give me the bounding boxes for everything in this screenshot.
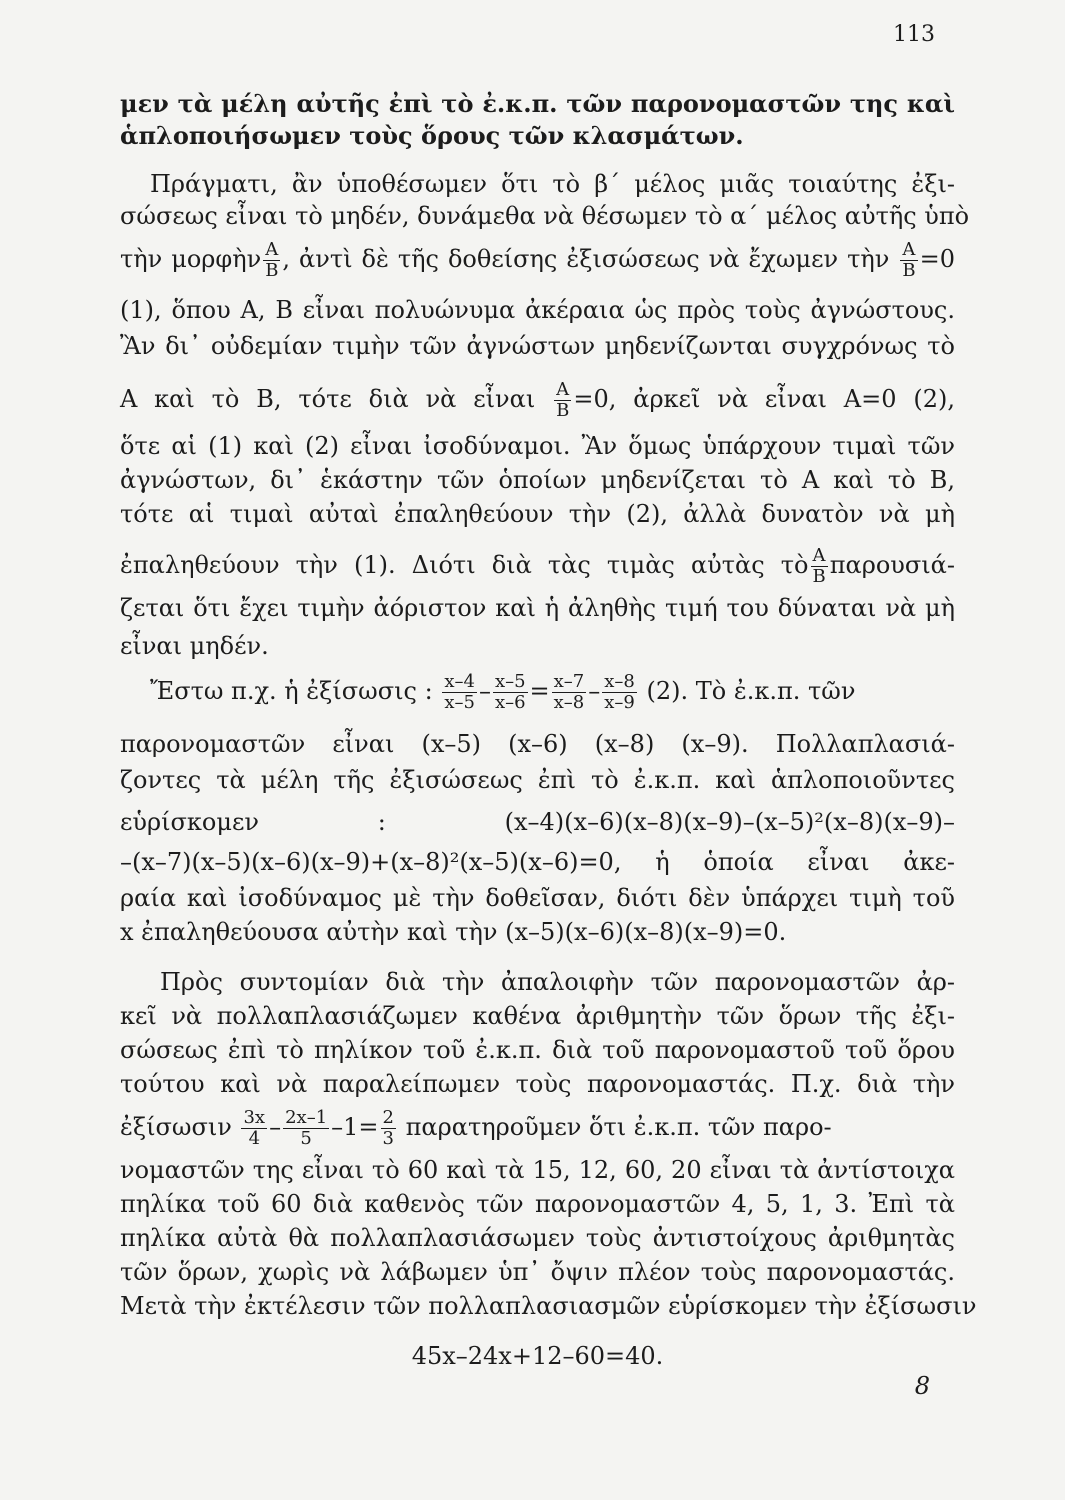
equation-line: [150, 672, 955, 713]
text-segment: =0: [919, 245, 955, 273]
text-line: [120, 240, 955, 281]
numerator: x–7: [553, 671, 585, 692]
text-segment: (x–4)(x–6)(x–8)(x–9)–(x–5)²(x–8)(x–9)–: [504, 808, 955, 836]
numerator: A: [811, 546, 828, 567]
text-line: πηλίκα αὐτὰ θὰ πολλαπλασιάσωμεν τοὺς ἀντιστοίχους ἀριθμητὰς: [120, 1224, 955, 1252]
text-segment: ἐπαληθεύουν τὴν (1). Διότι διὰ τὰς τιμὰς αὐτὰς τὸ: [120, 551, 809, 579]
final-equation: 45x–24x+12–60=40.: [411, 1342, 664, 1370]
text-segment: παρατηροῦμεν ὅτι ἐ.κ.π. τῶν παρο-: [405, 1113, 832, 1141]
text-line: ἁπλοποιήσωμεν τοὺς ὅρους τῶν κλασμάτων.: [120, 121, 744, 150]
numerator: 2x–1: [285, 1107, 328, 1128]
text-line: τῶν ὅρων, χωρὶς νὰ λάβωμεν ὑπ᾽ ὄψιν πλέον τοὺς παρονομαστάς.: [120, 1258, 955, 1286]
fraction: [381, 1108, 396, 1149]
text-segment: , ἀντὶ δὲ τῆς δοθείσης ἐξισώσεως νὰ ἔχωμεν τὴν: [282, 245, 890, 273]
denominator: B: [812, 566, 826, 587]
text-line: –(x–7)(x–5)(x–6)(x–9)+(x–8)²(x–5)(x–6)=0, ἡ ὁποία εἶναι ἀκε-: [120, 848, 955, 876]
numerator: x–8: [604, 671, 635, 692]
text-segment: παρουσιά-: [829, 551, 955, 579]
text-line: Ἂν δι᾽ οὐδεμίαν τιμὴν τῶν ἀγνώστων μηδενίζωνται συγχρόνως τὸ: [120, 332, 955, 360]
denominator: 4: [248, 1128, 261, 1149]
signature-mark: 8: [914, 1372, 930, 1400]
text-line: [120, 546, 955, 587]
denominator: x–9: [604, 692, 635, 713]
text-line: ἀγνώστων, δι᾽ ἑκάστην τῶν ὁποίων μηδενίζεται τὸ Α καὶ τὸ Β,: [120, 466, 955, 494]
denominator: B: [265, 260, 279, 281]
operator: =: [529, 677, 550, 705]
denominator: B: [556, 400, 570, 421]
operator: –: [269, 1113, 282, 1141]
text-line: εἶναι μηδέν.: [120, 632, 269, 660]
operator: –: [478, 677, 491, 705]
fraction: [493, 672, 528, 713]
text-segment: ἐξίσωσιν: [120, 1113, 232, 1141]
fraction: [602, 672, 637, 713]
text-line: x ἐπαληθεύουσα αὐτὴν καὶ τὴν (x–5)(x–6)(x–8)(x–9)=0.: [120, 918, 787, 946]
numerator: A: [900, 240, 917, 261]
text-line: [120, 806, 955, 838]
fraction-a-over-b: [263, 240, 280, 281]
text-segment: εὑρίσκομεν :: [120, 808, 386, 836]
text-line: ζεται ὅτι ἔχει τιμὴν ἀόριστον καὶ ἡ ἀληθὴς τιμή του δύναται νὰ μὴ: [120, 594, 955, 622]
text-line: σώσεως εἶναι τὸ μηδέν, δυνάμεθα νὰ θέσωμεν τὸ α΄ μέλος αὐτῆς ὑπὸ: [120, 202, 970, 230]
text-segment: Α καὶ τὸ Β, τότε διὰ νὰ εἶναι: [120, 385, 536, 413]
fraction: [241, 1108, 267, 1149]
text-line: ραία καὶ ἰσοδύναμος μὲ τὴν δοθεῖσαν, διότι δὲν ὑπάρχει τιμὴ τοῦ: [120, 884, 955, 912]
numerator: A: [263, 240, 280, 261]
text-segment: –1=: [331, 1113, 379, 1141]
denominator: x–8: [553, 692, 585, 713]
operator: –: [588, 677, 601, 705]
denominator: B: [902, 260, 916, 281]
text-line: Μετὰ τὴν ἐκτέλεσιν τῶν πολλαπλασιασμῶν εὑρίσκομεν τὴν ἐξίσωσιν: [120, 1292, 977, 1320]
text-line: πηλίκα τοῦ 60 διὰ καθενὸς τῶν παρονομαστῶν 4, 5, 1, 3. Ἐπὶ τὰ: [120, 1190, 955, 1218]
denominator: 3: [382, 1128, 394, 1149]
fraction-a-over-b: [811, 546, 828, 587]
text-line: τούτου καὶ νὰ παραλείπωμεν τοὺς παρονομαστάς. Π.χ. διὰ τὴν: [120, 1070, 955, 1098]
text-line: Πράγματι, ἂν ὑποθέσωμεν ὅτι τὸ β΄ μέλος μιᾶς τοιαύτης ἐξι-: [150, 170, 955, 198]
denominator: 5: [300, 1128, 312, 1149]
text-line: (1), ὅπου Α, Β εἶναι πολυώνυμα ἀκέραια ὡς πρὸς τοὺς ἀγνώστους.: [120, 296, 955, 324]
text-line: ὅτε αἱ (1) καὶ (2) εἶναι ἰσοδύναμοι. Ἂν ὅμως ὑπάρχουν τιμαὶ τῶν: [120, 432, 955, 460]
text-line: μεν τὰ μέλη αὐτῆς ἐπὶ τὸ ἐ.κ.π. τῶν παρονομαστῶν της καὶ: [120, 89, 955, 118]
equation-line: [120, 1108, 955, 1149]
numerator: A: [554, 380, 571, 401]
text-line: τότε αἱ τιμαὶ αὐταὶ ἐπαληθεύουν τὴν (2), ἀλλὰ δυνατὸν νὰ μὴ: [120, 500, 955, 528]
text-line: παρονομαστῶν εἶναι (x–5) (x–6) (x–8) (x–9). Πολλαπλασιά-: [120, 730, 955, 758]
numerator: 3x: [243, 1107, 266, 1128]
text-line: ζοντες τὰ μέλη τῆς ἐξισώσεως ἐπὶ τὸ ἐ.κ.π. καὶ ἁπλοποιοῦντες: [120, 766, 955, 794]
text-segment: τὴν μορφὴν: [120, 245, 262, 273]
text-line: σώσεως ἐπὶ τὸ πηλίκον τοῦ ἐ.κ.π. διὰ τοῦ παρονομαστοῦ τοῦ ὅρου: [120, 1036, 955, 1064]
text-segment: =0, ἀρκεῖ νὰ εἶναι Α=0 (2),: [573, 385, 955, 413]
numerator: x–5: [494, 671, 526, 692]
text-segment: (2). Τὸ ἐ.κ.π. τῶν: [646, 677, 856, 705]
page-number: 113: [893, 22, 935, 47]
fraction-a-over-b: [554, 380, 571, 421]
fraction: [283, 1108, 329, 1149]
text-line: Πρὸς συντομίαν διὰ τὴν ἀπαλοιφὴν τῶν παρονομαστῶν ἀρ-: [160, 968, 955, 996]
fraction-a-over-b: [900, 240, 917, 281]
text-line: [120, 380, 955, 421]
numerator: x–4: [444, 671, 475, 692]
fraction: [552, 672, 587, 713]
denominator: x–5: [444, 692, 475, 713]
text-line: νομαστῶν της εἶναι τὸ 60 καὶ τὰ 15, 12, 60, 20 εἶναι τὰ ἀντίστοιχα: [120, 1156, 955, 1184]
numerator: 2: [382, 1107, 394, 1128]
denominator: x–6: [494, 692, 526, 713]
fraction: [442, 672, 477, 713]
text-line: κεῖ νὰ πολλαπλασιάζωμεν καθένα ἀριθμητὴν τῶν ὅρων τῆς ἐξι-: [120, 1002, 955, 1030]
text-segment: Ἔστω π.χ. ἡ ἐξίσωσις :: [150, 677, 433, 705]
